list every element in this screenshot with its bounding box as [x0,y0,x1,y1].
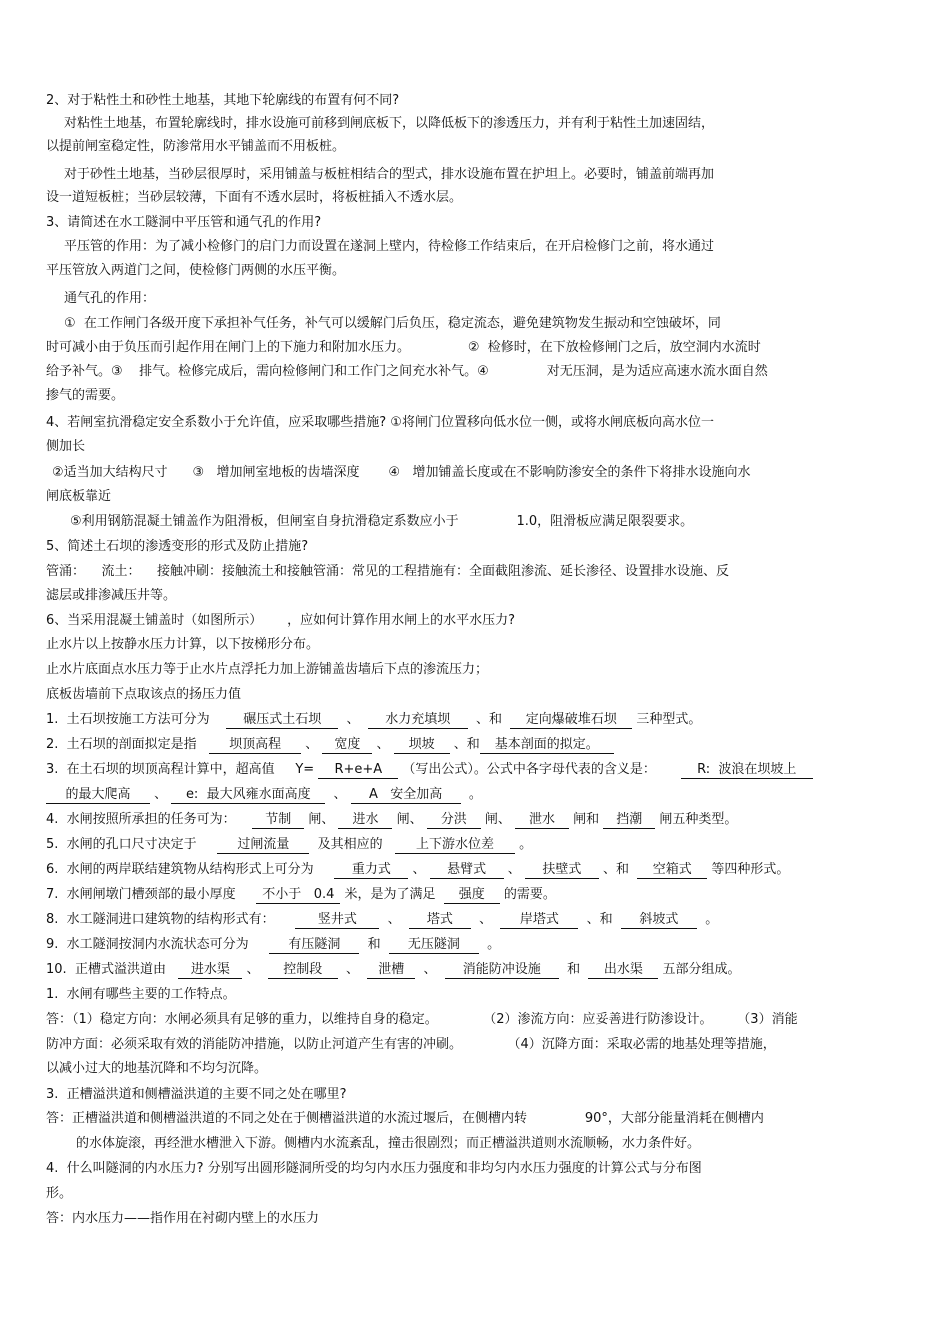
text-segment: 2、对于粘性土和砂性土地基，其地下轮廓线的布置有何不同? [46,93,400,108]
text-segment: 3. 正槽溢洪道和侧槽溢洪道的主要不同之处在哪里? [46,1087,347,1102]
text-segment: 管涌： 流土： 接触冲刷：接触流土和接触管涌：常见的工程措施有：全面截阻渗流、延长渗径、设置排水设施、反 [46,564,730,579]
blank-answer: 出水渠 [588,962,658,979]
text-line [46,262,345,280]
text-line [46,786,482,804]
blank-answer: 泄水 [515,812,569,829]
text-segment: 、 [415,962,445,977]
text-line [46,1160,702,1178]
text-segment: 3、请简述在水工隧洞中平压管和通气孔的作用? [46,215,322,230]
text-line [46,214,321,232]
text-segment: 4. 水闸按照所承担的任务可为： [46,812,253,827]
text-segment: 、 [325,787,351,802]
text-segment: 答：内水压力——指作用在衬砌内壁上的水压力 [46,1211,320,1226]
text-line [46,761,813,779]
text-line [46,414,714,432]
text-segment: 、 [150,787,172,802]
blank-answer: 扶壁式 [525,862,599,879]
text-segment: 、 [379,912,409,927]
text-segment: 闸、 [392,812,427,827]
blank-answer: e: 最大风雍水面高度 [171,787,325,804]
text-segment: 侧加长 [46,439,86,454]
blank-answer: 岸塔式 [500,912,578,929]
text-line [52,464,750,482]
text-segment: 、 [503,862,525,877]
text-segment: 五部分组成。 [658,962,741,977]
text-segment: 和 [359,937,389,952]
text-line [46,1060,267,1078]
text-line [46,1086,347,1104]
text-segment: 的需要。 [499,887,556,902]
text-line [46,488,111,506]
text-line [46,986,236,1004]
text-segment: 、和 [467,712,511,727]
text-line [70,513,693,531]
text-segment: ②适当加大结构尺寸 ③ 增加闸室地板的齿墙深度 ④ 增加铺盖长度或在不影响防渗安全的条件下将排水设施向水 [52,465,751,480]
text-line [76,1135,700,1153]
text-segment: ① 在工作闸门各级开度下承担补气任务，补气可以缓解门后负压，稳定流态，避免建筑物发生振动和空蚀破坏，同 [64,316,721,331]
text-line [46,612,515,630]
text-line [64,315,721,333]
text-segment: 对粘性土地基，布置轮廓线时，排水设施可前移到闸底板下，以降低板下的渗透压力，并有利于粘性土加速固结， [64,116,715,131]
blank-answer: 不小于 0.4 [256,887,340,904]
blank-answer: R: 波浪在坝坡上 [681,762,813,779]
text-segment: 1. 土石坝按施工方法可分为 [46,712,227,727]
blank-answer: 坝坡 [394,737,450,754]
text-line [64,166,714,184]
text-segment: 止水片以上按静水压力计算，以下按梯形分布。 [46,637,320,652]
text-line [64,115,714,133]
text-segment: 时可减小由于负压而引起作用在闸门上的下施力和附加水压力。 ② 检修时，在下放检修闸门之后，放空洞内水流时 [46,340,761,355]
text-segment: 、 [372,737,394,752]
blank-answer: 分洪 [427,812,481,829]
text-segment: 、 [470,912,501,927]
text-segment: 闸和 [569,812,604,827]
text-segment: 以减小过大的地基沉降和不均匀沉降。 [46,1061,268,1076]
text-line [46,138,345,156]
text-segment: 闸、 [480,812,515,827]
blank-answer: A 安全加高 [351,787,461,804]
text-segment: 滤层或排渗减压井等。 [46,588,177,603]
text-line [64,290,155,308]
text-line [46,636,319,654]
text-segment: 平压管的作用：为了减小检修门的启门力而设置在遂洞上壁内，待检修工作结束后，在开启检修门之前，将水通过 [64,239,715,254]
blank-answer: 斜坡式 [621,912,697,929]
text-segment: 5、简述土石坝的渗透变形的形式及防止措施? [46,539,309,554]
text-segment: 通气孔的作用： [64,291,156,306]
text-segment: 和 [558,962,589,977]
blank-answer: 竖井式 [295,912,379,929]
text-segment: 止水片底面点水压力等于止水片点浮托力加上游铺盖齿墙后下点的渗流压力； [46,662,489,677]
blank-answer: 消能防冲设施 [445,962,559,979]
text-line [46,836,532,854]
blank-answer: 挡潮 [603,812,655,829]
text-segment: 2. 土石坝的剖面拟定是指 [46,737,210,752]
text-segment: 8. 水工隧洞进口建筑物的结构形式有： [46,912,296,927]
text-line [46,911,718,929]
blank-answer: 坝顶高程 [209,737,301,754]
text-segment: 、 [338,712,368,727]
text-line [46,587,176,605]
text-segment: 。 [478,937,501,952]
text-segment: 等四种形式。 [707,862,790,877]
text-line [46,736,614,754]
text-segment: 及其相应的 [309,837,396,852]
blank-answer: 的最大爬高 [46,787,150,804]
text-segment: 形。 [46,1186,73,1201]
blank-answer: 泄槽 [367,962,415,979]
blank-answer: 上下游水位差 [395,837,515,854]
text-segment: 闸五种类型。 [655,812,738,827]
text-segment: 5. 水闸的孔口尺寸决定于 [46,837,218,852]
text-line [46,92,399,110]
text-line [46,1185,72,1203]
blank-answer: 塔式 [409,912,471,929]
text-segment: 的水体旋滚，再经泄水槽泄入下游。侧槽内水流紊乱，撞击很剧烈；而正槽溢洪道则水流顺畅，水力条件好。 [76,1136,701,1151]
text-segment: 、 [242,962,268,977]
text-line [46,339,761,357]
text-segment: 、 [301,737,323,752]
text-line [46,1210,319,1228]
text-line [46,363,768,381]
text-segment: 9. 水工隧洞按洞内水流状态可分为 [46,937,270,952]
text-segment: 防冲方面：必须采取有效的消能防冲措施，以防止河道产生有害的冲刷。 （4）沉降方面：采取必需的地基处理等措施， [46,1037,776,1052]
blank-answer: 控制段 [268,962,338,979]
blank-answer: 空箱式 [637,862,707,879]
blank-answer: 无压隧洞 [389,937,479,954]
blank-answer: 重力式 [334,862,408,879]
text-segment: 底板齿墙前下点取该点的扬压力值 [46,687,242,702]
text-line [46,189,462,207]
text-segment: 以提前闸室稳定性，防渗常用水平铺盖而不用板桩。 [46,139,346,154]
text-line [46,563,729,581]
text-segment: 闸、 [304,812,339,827]
blank-answer: 基本剖面的拟定。 [480,737,614,754]
blank-answer: 进水渠 [178,962,242,979]
blank-answer: 宽度 [322,737,372,754]
text-segment: 掺气的需要。 [46,388,125,403]
text-segment: 闸底板靠近 [46,489,112,504]
text-line [46,711,701,729]
text-line [46,438,85,456]
text-segment: 平压管放入两道门之间，使检修门两侧的水压平衡。 [46,263,346,278]
text-line [46,886,556,904]
text-segment: 答：正槽溢洪道和侧槽溢洪道的不同之处在于侧槽溢洪道的水流过堰后，在侧槽内转 90°，大部分能量消耗在侧槽内 [46,1111,764,1126]
blank-answer: 强度 [444,887,500,904]
text-segment: 10. 正槽式溢洪道由 [46,962,179,977]
blank-answer: 碾压式土石坝 [226,712,338,729]
blank-answer: 定向爆破堆石坝 [510,712,632,729]
blank-answer: 进水 [338,812,392,829]
text-line [46,861,789,879]
text-segment: 。 [696,912,719,927]
text-segment: 。 [515,837,533,852]
text-segment: 。 [460,787,482,802]
text-segment: 设一道短板桩；当砂层较薄，下面有不透水层时，将板桩插入不透水层。 [46,190,463,205]
text-line [46,387,124,405]
text-line [46,936,500,954]
text-line [46,538,308,556]
blank-answer: R+e+A [318,762,398,779]
blank-answer: 有压隧洞 [269,937,359,954]
blank-answer: 水力充填坝 [368,712,468,729]
text-line [46,686,241,704]
text-segment: 4. 什么叫隧洞的内水压力? 分别写出圆形隧洞所受的均匀内水压力强度和非均匀内水压力强度的计算公式与分布图 [46,1161,702,1176]
text-segment: 、 [408,862,430,877]
text-segment: ⑤利用钢筋混凝土铺盖作为阻滑板，但闸室自身抗滑稳定系数应小于 1.0，阻滑板应满足限裂要求。 [70,514,694,529]
text-segment: 对于砂性土地基，当砂层很厚时，采用铺盖与板桩相结合的型式，排水设施布置在护坦上。必要时，铺盖前端再加 [64,167,715,182]
text-segment: 6. 水闸的两岸联结建筑物从结构形式上可分为 [46,862,335,877]
text-segment: 三种型式。 [632,712,702,727]
text-segment: （写出公式）。公式中各字母代表的含义是： [398,762,681,777]
blank-answer: 过闸流量 [217,837,309,854]
text-segment: 、和 [598,862,638,877]
text-segment: 6、当采用混凝土铺盖时（如图所示） ，应如何计算作用水闸上的水平水压力? [46,613,515,628]
text-segment: 、和 [449,737,480,752]
text-segment: 1. 水闸有哪些主要的工作特点。 [46,987,236,1002]
text-line [46,1110,764,1128]
text-line [46,811,737,829]
text-segment: 7. 水闸闸墩门槽颈部的最小厚度 [46,887,257,902]
text-segment: 、 [337,962,368,977]
text-segment: 4、若闸室抗滑稳定安全系数小于允许值，应采取哪些措施? ①将闸门位置移向低水位一侧，或将水闸底板向高水位一 [46,415,714,430]
text-segment: 给予补气。③ 排气。检修完成后，需向检修闸门和工作门之间充水补气。④ 对无压洞，是为适应高速水流水面自然 [46,364,768,379]
text-line [46,961,740,979]
blank-answer: 悬臂式 [430,862,504,879]
text-line [46,1036,776,1054]
text-line [64,238,714,256]
text-line [46,1011,798,1029]
text-line [46,661,488,679]
text-segment: 3. 在土石坝的坝顶高程计算中，超高值 Y= [46,762,319,777]
text-segment: 米，是为了满足 [340,887,444,902]
blank-answer: 节制 [252,812,304,829]
text-segment: 、和 [578,912,621,927]
text-segment: 答：（1）稳定方向：水闸必须具有足够的重力，以维持自身的稳定。 （2）渗流方向：应妥善进行防渗设计。 （3）消能 [46,1012,798,1027]
